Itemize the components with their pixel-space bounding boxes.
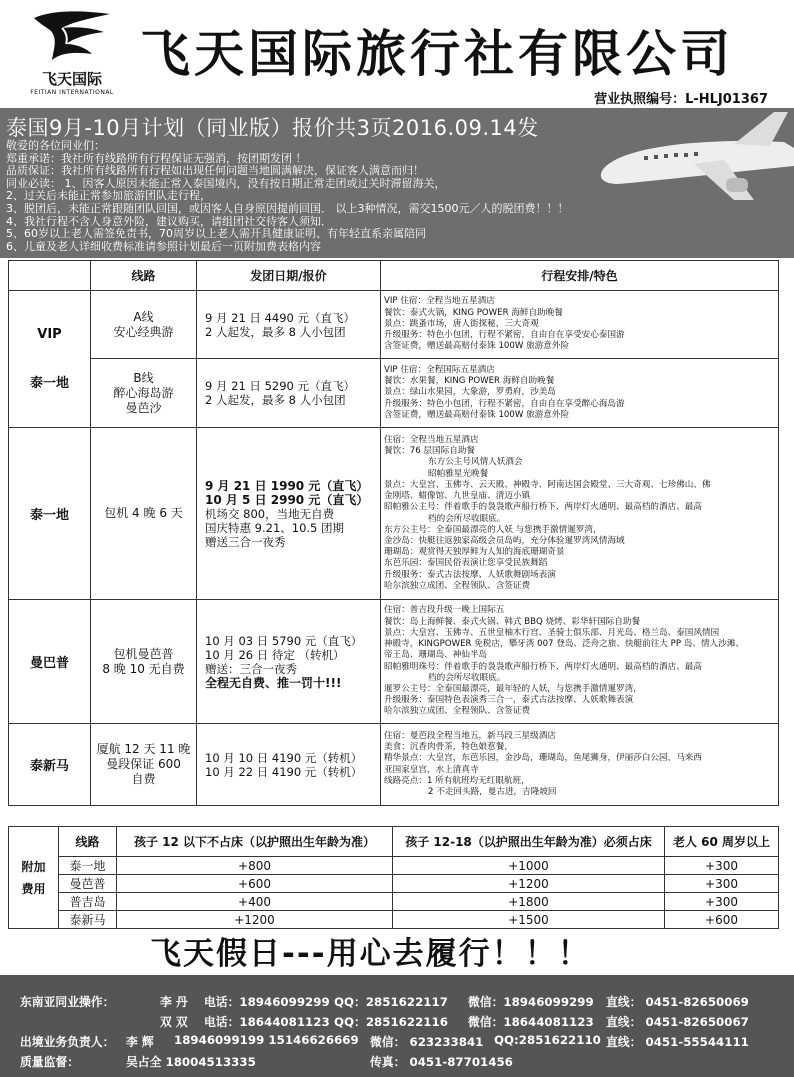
- contact-fax: 传真： 0451-87701456: [370, 1055, 513, 1069]
- route-line: 醉心海岛游: [113, 385, 174, 400]
- detail-line: 神殿寺，KINGPOWER 免税店，攀牙湾 007 登岛、泛舟之旅、快艇前往大 PP 岛、情人沙滩、: [384, 639, 744, 650]
- detail-line: 餐饮：岛上海鲜餐、泰式火锅、韩式 BBQ 烧烤、彩华轩国际自助餐: [384, 616, 641, 627]
- table-row: [9, 428, 779, 600]
- contact-qq: QQ：2851622116: [334, 1015, 448, 1029]
- detail-line: 升级服务：泰国特色表演秀三合一，泰式古法按摩、人妖歌舞表演: [384, 695, 634, 706]
- route-line: 自费: [131, 772, 156, 786]
- detail-line: 升级服务：特色小包团，行程不紧密，自由自在享受安心泰国游: [384, 330, 625, 341]
- date-line: 10 月 10 日 4190 元（转机）: [205, 750, 363, 765]
- route-line: B线: [133, 370, 154, 385]
- contact-name: 李 辉: [126, 1035, 154, 1049]
- surcharge-cell: +1800: [393, 893, 665, 911]
- surcharge-cell: +600: [665, 911, 779, 929]
- detail-line: 档的会所尽收眼底。: [428, 513, 506, 524]
- contact-row: [0, 1033, 794, 1053]
- group-cell: 泰新马: [9, 724, 91, 806]
- details-cell: [381, 600, 779, 724]
- group-label: 泰一地: [29, 376, 69, 391]
- header-dates: 发团日期/报价: [197, 261, 381, 291]
- surcharge-row: [9, 893, 779, 911]
- detail-line: 精华景点：大皇宫，东芭乐园，金沙岛，珊瑚岛，鱼尾狮身，伊丽莎白公园，马来西: [384, 753, 702, 764]
- contact-direct-line: 直线： 0451-82650067: [606, 1015, 749, 1029]
- surcharge-cell: +1000: [393, 857, 665, 875]
- route-line: 曼段保证 600: [106, 757, 181, 771]
- detail-line: VIP 住宿：全程国际五星酒店: [384, 364, 495, 375]
- detail-line: VIP 住宿：全程当地五星酒店: [384, 296, 495, 307]
- detail-line: 线路亮点：1 所有航班均无红眼航班，: [384, 775, 530, 786]
- surcharge-cell: +300: [665, 857, 779, 875]
- notice-line: 3、脱团后，未能正常跟随团队回国，或因客人自身原因提前回国． 以上3种情况，需交1500元／人的脱团费！！！: [6, 201, 569, 215]
- route-cell: [91, 359, 197, 428]
- detail-line: 餐饮：76 层国际自助餐: [384, 446, 476, 457]
- header-group: [9, 261, 91, 291]
- route-cell: [91, 600, 197, 724]
- dates-cell: [197, 359, 381, 428]
- route-line: 安心经典游: [113, 324, 174, 339]
- notice-line: 品质保证：我社所有线路所有行程如出现任何问题当地圆满解决，保证客人满意而归！: [6, 164, 424, 178]
- dates-cell: [197, 600, 381, 724]
- detail-line: 含签证费，赠送最高赔付泰铢 100W 旅游意外险: [384, 409, 570, 420]
- date-line: 全程无自费、推一罚十!!!: [205, 675, 342, 690]
- surcharge-header: 老人 60 周岁以上: [665, 827, 779, 857]
- dates-cell: [197, 724, 381, 806]
- table-header-row: [9, 261, 779, 291]
- detail-line: 金沙岛：快艇往返独家高级会员岛屿，充分体验暹罗湾风情海域: [384, 535, 625, 546]
- notice-line: 同业必读： 1、因客人原因未能正常入泰国境内，没有按日期正常走团或过关时滞留海关，: [6, 176, 446, 190]
- detail-line: 景点：绿山水果园，大象游，罗勇府，沙美岛: [384, 387, 556, 398]
- banner-title: 泰国9月-10月计划（同业版）报价共3页2016.09.14发: [6, 116, 539, 140]
- contact-phone: 电话：18644081123: [204, 1015, 330, 1029]
- date-line: 赠送：三合一夜秀: [205, 661, 297, 676]
- detail-line: 美食：沉香肉骨茶，特色娘惹餐，: [384, 742, 513, 753]
- contact-wechat: 微信： 623233841: [370, 1035, 484, 1049]
- detail-line: 东方公主号风情人妖酒会: [428, 457, 523, 468]
- surcharge-cell: +1500: [393, 911, 665, 929]
- detail-line: 亚国家皇宫，水上清真寺: [384, 764, 479, 775]
- group-cell: 曼巴普: [9, 600, 91, 724]
- surcharge-side-label: [9, 827, 59, 929]
- surcharge-row: [9, 875, 779, 893]
- itinerary-table: [8, 260, 779, 806]
- detail-line: 景点：跳蚤市场，唐人街探秘，三大奇观: [384, 318, 539, 329]
- logo-cn-text: 飞天国际: [41, 70, 102, 88]
- date-line: 国庆特惠 9.21、10.5 团期: [205, 520, 345, 535]
- details-cell: [381, 359, 779, 428]
- details-cell: [381, 428, 779, 600]
- contact-direct-line: 直线： 0451-55544111: [606, 1035, 749, 1049]
- route-cell: [91, 291, 197, 359]
- surcharge-table: [8, 826, 779, 929]
- dates-cell: [197, 291, 381, 359]
- surcharge-cell: +300: [665, 893, 779, 911]
- surcharge-row: [9, 911, 779, 929]
- detail-line: 哈尔滨独立成团、全程领队、含签证费: [384, 706, 531, 717]
- route-line: 厦航 12 天 11 晚: [96, 742, 191, 756]
- detail-line: 住宿：普吉段升级一晚上国际五: [384, 605, 505, 616]
- company-logo: [22, 8, 122, 103]
- surcharge-cell: 曼芭普: [59, 875, 117, 893]
- header-details: 行程安排/特色: [381, 261, 779, 291]
- date-line: 2 人起发，最多 8 人小包团: [205, 393, 346, 407]
- banner: [0, 108, 794, 258]
- route-cell: 包机 4 晚 6 天: [91, 428, 197, 600]
- detail-line: 景点：大皇宫、玉佛寺、五世皇柚木行宫、圣骑士俱乐部、月光岛、格兰岛、泰国风情园: [384, 627, 720, 638]
- detail-line: 昭帕雅星光晚餐: [428, 468, 489, 479]
- detail-line: 帝王岛、珊瑚岛、神仙半岛: [384, 650, 488, 661]
- contact-direct-line: 直线： 0451-82650069: [606, 995, 749, 1009]
- surcharge-cell: +800: [117, 857, 393, 875]
- table-row: [9, 600, 779, 724]
- header-route: 线路: [91, 261, 197, 291]
- surcharge-cell: +300: [665, 875, 779, 893]
- contact-role: 出境业务负责人：: [20, 1035, 115, 1049]
- table-row: [9, 359, 779, 428]
- date-line: 机场交 800，当地无自费: [205, 506, 335, 521]
- details-cell: [381, 291, 779, 359]
- date-line: 10 月 5 日 2990 元（直飞）: [205, 492, 369, 507]
- table-row: [9, 291, 779, 359]
- details-cell: [381, 724, 779, 806]
- surcharge-cell: 普吉岛: [59, 893, 117, 911]
- detail-line: 档的会所尽收眼底。: [428, 672, 506, 683]
- date-line: 2 人起发，最多 8 人小包团: [205, 324, 346, 339]
- group-vip-cell: [9, 291, 91, 428]
- company-name: 飞天国际旅行社有限公司: [140, 25, 734, 83]
- detail-line: 餐饮：水果餐，KING POWER 海鲜自助晚餐: [384, 376, 555, 387]
- detail-line: 餐饮：泰式火锅，KING POWER 海鲜自助晚餐: [384, 307, 563, 318]
- detail-line: 昭帕雅明珠号：伴着歌手的袅袅歌声船行桥下、两岸灯火通明、最高档的酒店、最高: [384, 661, 702, 672]
- route-line: 包机曼芭普: [113, 646, 174, 661]
- notice-line: 5、60岁以上老人需签免责书，70周岁以上老人需开具健康证明、有年轻直系亲属陪同: [6, 227, 426, 241]
- detail-line: 昭帕雅公主号：伴着歌手的袅袅歌声船行桥下、两岸灯火通明、最高档的酒店、最高: [384, 502, 702, 513]
- surcharge-cell: +1200: [393, 875, 665, 893]
- side-label-line: 费用: [21, 881, 46, 896]
- surcharge-header-row: [9, 827, 779, 857]
- contact-name: 李 丹: [160, 995, 188, 1009]
- date-line: 9 月 21 日 4490 元（直飞）: [205, 310, 355, 325]
- date-line: 10 月 26 日 待定 （转机）: [205, 647, 345, 662]
- contact-phone: 电话：18946099299: [204, 995, 330, 1009]
- contact-footer: [0, 975, 794, 1077]
- notice-line: 2、过关后未能正常参加旅游团队走行程，: [6, 189, 211, 203]
- eagle-logo-icon: [32, 8, 112, 66]
- surcharge-cell: +400: [117, 893, 393, 911]
- contact-name: 双 双: [160, 1015, 188, 1029]
- notice-block: [6, 140, 794, 253]
- contact-role: 东南亚同业操作：: [20, 995, 115, 1009]
- detail-line: 东方公主号：全泰国最漂亮的人妖 与您携手激情暹罗湾，: [384, 524, 602, 535]
- detail-line: 升级服务：泰式古法按摩、人妖歌舞剧场表演: [384, 569, 556, 580]
- route-line: 曼芭沙: [125, 400, 162, 415]
- surcharge-header: 孩子 12 以下不占床（以护照出生年龄为准）: [117, 827, 393, 857]
- date-line: 10 月 22 日 4190 元（转机）: [205, 764, 363, 779]
- detail-line: 珊瑚岛：观赏得天独厚鲜为人知的海底珊瑚奇景: [384, 547, 565, 558]
- slogan: 飞天假日---用心去履行！！！: [150, 936, 591, 972]
- group-cell: 泰一地: [9, 428, 91, 600]
- detail-line: 2 不走回头路，曼古进，吉隆坡回: [428, 786, 557, 797]
- license-number: 营业执照编号：L-HLJ01367: [594, 92, 768, 107]
- surcharge-cell: +1200: [117, 911, 393, 929]
- contact-qq: QQ：2851622117: [334, 995, 448, 1009]
- detail-line: 哈尔滨独立成团、全程领队、含签证费: [384, 580, 531, 591]
- surcharge-header: 线路: [59, 827, 117, 857]
- contact-role: 质量监督：: [20, 1055, 79, 1069]
- contact-row: [0, 1013, 794, 1033]
- detail-line: 含签证费，赠送最高赔付泰铢 100W 旅游意外险: [384, 341, 570, 352]
- date-line: 9 月 21 日 1990 元（直飞）: [205, 478, 369, 493]
- detail-line: 暹罗公主号：全泰国最漂亮，最年轻的人妖，与您携手激情暹罗湾，: [384, 683, 642, 694]
- detail-line: 升级服务：特色小包团，行程不紧密，自由自在享受醉心海岛游: [384, 398, 625, 409]
- contact-name: 吴占全 18004513335: [126, 1055, 256, 1069]
- detail-line: 住宿：全程当地五星酒店: [384, 435, 479, 446]
- contact-wechat: 微信：18644081123: [468, 1015, 594, 1029]
- detail-line: 住宿：曼芭段全程当地五，新马段三星级酒店: [384, 730, 556, 741]
- surcharge-cell: 泰新马: [59, 911, 117, 929]
- table-row: [9, 724, 779, 806]
- detail-line: 景点：大皇宫、玉佛寺、云天殿、神殿寺、阿南达国会殿堂、三大奇观、七珍佛山、佛: [384, 479, 711, 490]
- route-line: 8 晚 10 无自费: [102, 661, 185, 676]
- date-line: 赠送三合一夜秀: [205, 534, 286, 549]
- surcharge-cell: 泰一地: [59, 857, 117, 875]
- notice-line: 敬爱的各位同业们：: [6, 139, 105, 152]
- surcharge-row: [9, 857, 779, 875]
- group-label: VIP: [37, 327, 62, 342]
- route-cell: [91, 724, 197, 806]
- notice-line: 郑重承诺：我社所有线路所有行程保证无强消，按团期发团 ！: [6, 151, 307, 165]
- surcharge-header: 孩子 12-18（以护照出生年龄为准）必须占床: [393, 827, 665, 857]
- date-line: 10 月 03 日 5790 元（直飞）: [205, 633, 363, 648]
- contact-wechat: 微信：18946099299: [468, 995, 594, 1009]
- date-line: 9 月 21 日 5290 元（直飞）: [205, 379, 355, 393]
- detail-line: 金刚塔、蜡像馆、九世皇庙、清迈小镇: [384, 491, 531, 502]
- dates-cell: [197, 428, 381, 600]
- notice-line: 4、我社行程不含人身意外险，建议购买，请组团社交待客人须知．: [6, 214, 332, 228]
- notice-line: 6、儿童及老人详细收费标准请参照计划最后一页附加费表格内容: [6, 239, 321, 253]
- surcharge-cell: +600: [117, 875, 393, 893]
- logo-en-text: FEITIAN INTERNATIONAL: [30, 89, 114, 96]
- contact-phone: 18946099199 15146626669: [174, 1033, 359, 1047]
- contact-row: [0, 993, 794, 1013]
- contact-row: [0, 1053, 794, 1073]
- contact-qq: QQ:2851622110: [494, 1033, 601, 1047]
- side-label-line: 附加: [21, 859, 46, 874]
- detail-line: 东芭乐园：泰国民俗表演让您享受民族舞蹈: [384, 558, 548, 569]
- header: [0, 0, 794, 108]
- route-line: A线: [133, 309, 154, 324]
